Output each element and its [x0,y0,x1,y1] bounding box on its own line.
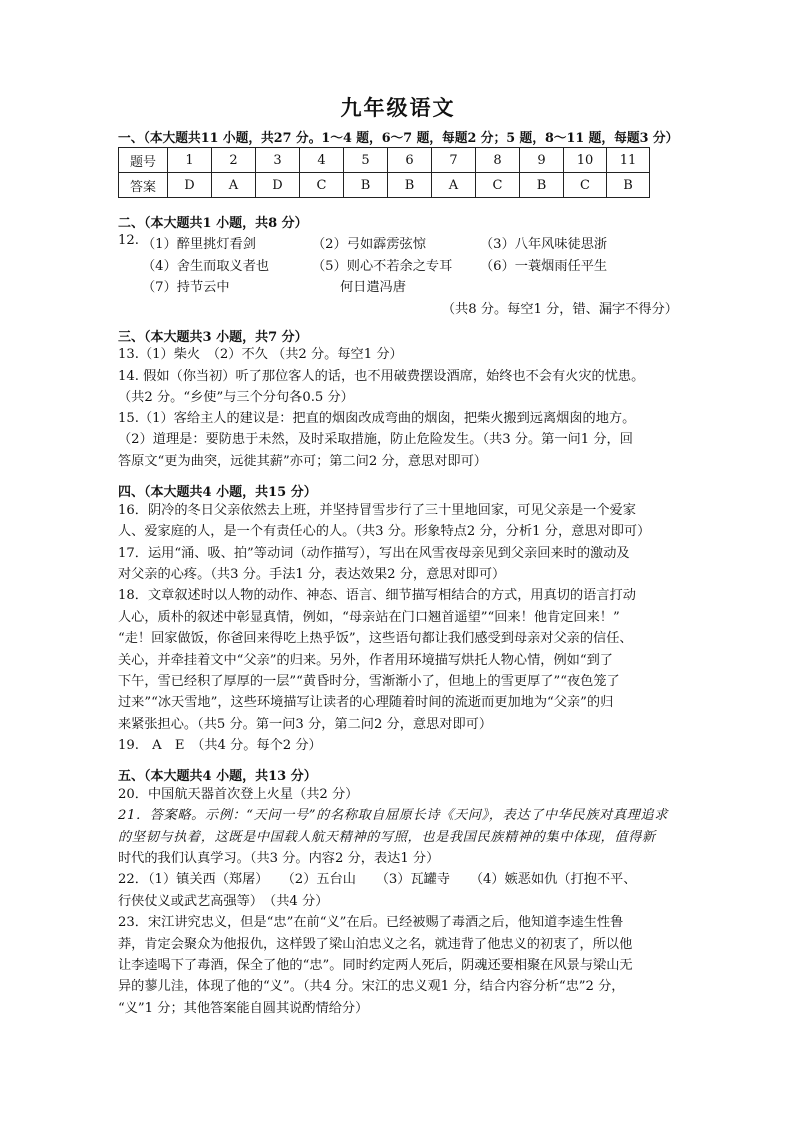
table-cell: 7 [432,148,476,173]
table-cell: 3 [256,148,300,173]
section-2-heading: 二、（本大题共1 小题，共8 分） [118,216,308,231]
table-cell: B [607,173,650,198]
q12-item: （3）八年风味徒思浙 [480,237,608,252]
table-cell: D [168,173,212,198]
answer-line: 21．答案略。示例：“天问一号”的名称取自屈原长诗《天问》，表达了中华民族对真理追求 [118,808,668,823]
answer-line: 人心，质朴的叙述中彰显真情，例如，“母亲站在门口翘首遥望”“回来！他肯定回来！” [118,610,620,625]
table-cell: 10 [564,148,607,173]
table-cell: C [564,173,607,198]
answer-line: 17．运用“涌、吸、拍”等动词（动作描写），写出在风雪夜母亲见到父亲回来时的激动及 [118,546,630,561]
answer-line: 18．文章叙述时以人物的动作、神态、语言、细节描写相结合的方式，用真切的语言打动 [118,588,636,603]
table-cell: B [520,173,564,198]
answer-line: 13.（1）柴火 （2）不久 （共2 分。每空1 分） [118,347,403,362]
table-header-cell: 题号 [119,148,168,173]
answer-line: “走！回家做饭，你爸回来得吃上热乎饭”，这些语句都让我们感受到母亲对父亲的信任、 [118,631,633,646]
q12-scoring-note: （共8 分。每空1 分，错、漏字不得分） [441,302,678,317]
table-cell: 11 [607,148,650,173]
q12-item: （7）持节云中 [142,280,230,295]
answer-line: 莽，肯定会聚众为他报仇，这样毁了梁山泊忠义之名，就违背了他忠义的初衷了，所以他 [118,937,633,952]
answer-line: 过来”“冰天雪地”，这些环境描写让读者的心理随着时间的流逝而更加地为“父亲”的归 [118,695,614,710]
answer-line: 14. 假如（你当初）听了那位客人的话，也不用破费摆设酒席，始终也不会有火灾的忧患。 [118,369,645,384]
table-cell: C [476,173,520,198]
page-title: 九年级语文 [340,95,456,120]
answer-line: 异的蓼儿洼，体现了他的“义”。（共4 分。宋江的忠义观1 分，结合内容分析“忠”2 分， [118,979,625,994]
q12-label: 12. [118,233,139,248]
q12-item: （6）一蓑烟雨任平生 [480,259,608,274]
answer-line: 下午，雪已经积了厚厚的一层”“黄昏时分，雪渐渐小了，但地上的雪更厚了”“夜色笼了 [118,674,620,689]
table-cell: 1 [168,148,212,173]
answer-line: 行侠仗义或武艺高强等） （共4 分） [118,894,329,909]
q12-item: （2）弓如霹雳弦惊 [312,237,426,252]
answer-line: （共2 分。“乡使”与三个分句各0.5 分） [118,390,354,405]
answer-line: 让李逵喝下了毒酒，保全了他的“忠”。同时约定两人死后，阴魂还要相聚在风景与梁山无 [118,958,633,973]
answer-table [118,147,650,198]
table-cell: C [300,173,344,198]
table-row-numbers [119,148,650,173]
answer-line: 16．阴冷的冬日父亲依然去上班，并坚持冒雪步行了三十里地回家，可见父亲是一个爱家 [118,503,636,518]
answer-line: 对父亲的心疼。（共3 分。手法1 分，表达效果2 分，意思对即可） [118,567,506,582]
table-cell: B [388,173,432,198]
answer-line: 23．宋江讲究忠义，但是“忠”在前“义”在后。已经被赐了毒酒之后，他知道李逵生性鲁 [118,915,624,930]
answer-line: 15.（1）客给主人的建议是：把直的烟囱改成弯曲的烟囱，把柴火搬到远离烟囱的地方。 [118,411,636,426]
answer-line: 20．中国航天器首次登上火星（共2 分） [118,787,359,802]
table-cell: A [432,173,476,198]
section-4-heading: 四、（本大题共4 小题，共15 分） [118,485,317,500]
answer-line: 来紧张担心。（共5 分。第一问3 分，第二问2 分，意思对即可） [118,717,493,732]
answer-line: 答原文“更为曲突，远徙其薪”亦可；第二问2 分，意思对即可） [118,454,487,469]
table-cell: A [212,173,256,198]
answer-line: 22．（1）镇关西（郑屠） （2）五台山 （3）瓦罐寺 （4）嫉恶如仇（打抱不平、 [118,872,637,887]
table-cell: 2 [212,148,256,173]
table-cell: 5 [344,148,388,173]
table-cell: 9 [520,148,564,173]
table-row-answers [119,173,650,198]
table-cell: 8 [476,148,520,173]
table-cell: 6 [388,148,432,173]
table-header-cell: 答案 [119,173,168,198]
answer-line: 时代的我们认真学习。（共3 分。内容2 分，表达1 分） [118,851,440,866]
answer-line: （2）道理是：要防患于未然，及时采取措施，防止危险发生。（共3 分。第一问1 分，回 [118,432,633,447]
q12-item: （5）则心不若余之专耳 [312,259,453,274]
q12-item: （4）舍生而取义者也 [142,259,270,274]
q12-item: 何日遣冯唐 [340,280,406,295]
table-cell: 4 [300,148,344,173]
answer-line: 关心，并牵挂着文中“父亲”的归来。另外，作者用环境描写烘托人物心情，例如“到了 [118,653,613,668]
table-cell: D [256,173,300,198]
answer-line: 的坚韧与执着，这既是中国载人航天精神的写照，也是我国民族精神的集中体现，值得新 [118,830,656,845]
section-1-heading: 一、（本大题共11 小题，共27 分。1～4 题，6～7 题，每题2 分；5 题，8～11 题，每题3 分） [118,131,679,146]
answer-line: “义”1 分；其他答案能自圆其说酌情给分） [118,1001,369,1016]
q12-item: （1）醉里挑灯看剑 [142,237,256,252]
section-5-heading: 五、（本大题共4 小题，共13 分） [118,769,317,784]
table-cell: B [344,173,388,198]
section-3-heading: 三、（本大题共3 小题，共7 分） [118,330,308,345]
answer-line: 人、爱家庭的人，是一个有责任心的人。（共3 分。形象特点2 分，分析1 分，意思对即可） [118,524,651,539]
answer-line: 19. A E （共4 分。每个2 分） [118,738,322,753]
